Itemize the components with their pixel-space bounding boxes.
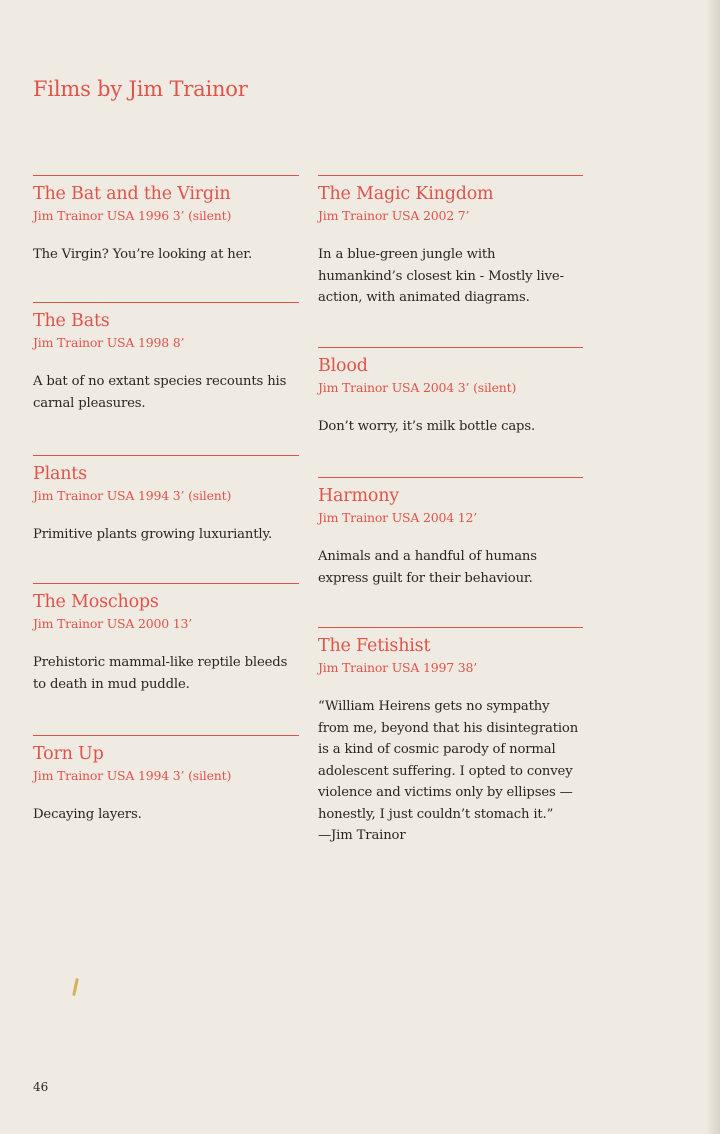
divider <box>318 477 583 478</box>
divider <box>33 302 299 303</box>
film-meta: Jim Trainor USA 1997 38’ <box>318 660 478 675</box>
page-title: Films by Jim Trainor <box>33 77 248 102</box>
film-description: Prehistoric mammal-like reptile bleeds to death in mud puddle. <box>33 655 288 692</box>
film-description: Don’t worry, it’s milk bottle caps. <box>318 419 535 434</box>
film-description: The Virgin? You’re looking at her. <box>33 247 253 262</box>
page-number: 46 <box>33 1080 49 1094</box>
divider <box>33 175 299 176</box>
film-meta: Jim Trainor USA 2002 7’ <box>318 208 470 223</box>
film-entry <box>33 583 299 695</box>
film-entry <box>33 302 299 414</box>
pen-mark <box>72 978 79 996</box>
film-description: “William Heirens gets no sympathy from me, beyond that his disintegration is a kind of cosmic parody of normal adolescent suffering. I opted to convey violence and victims only by ellipses — honestly, I just couldn’t stomach it.” <box>318 699 579 822</box>
divider <box>33 583 299 584</box>
film-description: Decaying layers. <box>33 807 142 822</box>
film-entry <box>318 477 583 589</box>
film-title: The Bats <box>33 311 110 331</box>
film-title: The Fetishist <box>318 636 431 656</box>
divider <box>318 347 583 348</box>
page-edge <box>706 0 720 1134</box>
divider <box>33 735 299 736</box>
film-meta: Jim Trainor USA 1998 8’ <box>33 335 185 350</box>
film-meta: Jim Trainor USA 1994 3’ (silent) <box>33 768 232 783</box>
quote-attribution: —Jim Trainor <box>318 828 406 843</box>
film-meta: Jim Trainor USA 2000 13’ <box>33 616 193 631</box>
film-entry <box>33 455 299 546</box>
film-title: Torn Up <box>33 744 104 764</box>
film-entry <box>318 627 583 847</box>
film-description: A bat of no extant species recounts his carnal pleasures. <box>33 374 287 411</box>
film-title: The Bat and the Virgin <box>33 184 231 204</box>
film-title: Harmony <box>318 486 399 506</box>
film-entry <box>318 175 583 309</box>
film-meta: Jim Trainor USA 1996 3’ (silent) <box>33 208 232 223</box>
film-description: Primitive plants growing luxuriantly. <box>33 527 273 542</box>
film-description: In a blue-green jungle with humankind’s closest kin - Mostly live-action, with animated diagrams. <box>318 247 564 305</box>
film-description: Animals and a handful of humans express guilt for their behaviour. <box>318 549 537 586</box>
film-title: The Magic Kingdom <box>318 184 494 204</box>
film-entry <box>33 735 299 826</box>
film-title: The Moschops <box>33 592 159 612</box>
divider <box>318 175 583 176</box>
film-entry <box>33 175 299 266</box>
divider <box>33 455 299 456</box>
film-title: Blood <box>318 356 368 376</box>
film-meta: Jim Trainor USA 2004 12’ <box>318 510 478 525</box>
divider <box>318 627 583 628</box>
film-title: Plants <box>33 464 87 484</box>
film-meta: Jim Trainor USA 1994 3’ (silent) <box>33 488 232 503</box>
film-entry <box>318 347 583 438</box>
film-meta: Jim Trainor USA 2004 3’ (silent) <box>318 380 517 395</box>
